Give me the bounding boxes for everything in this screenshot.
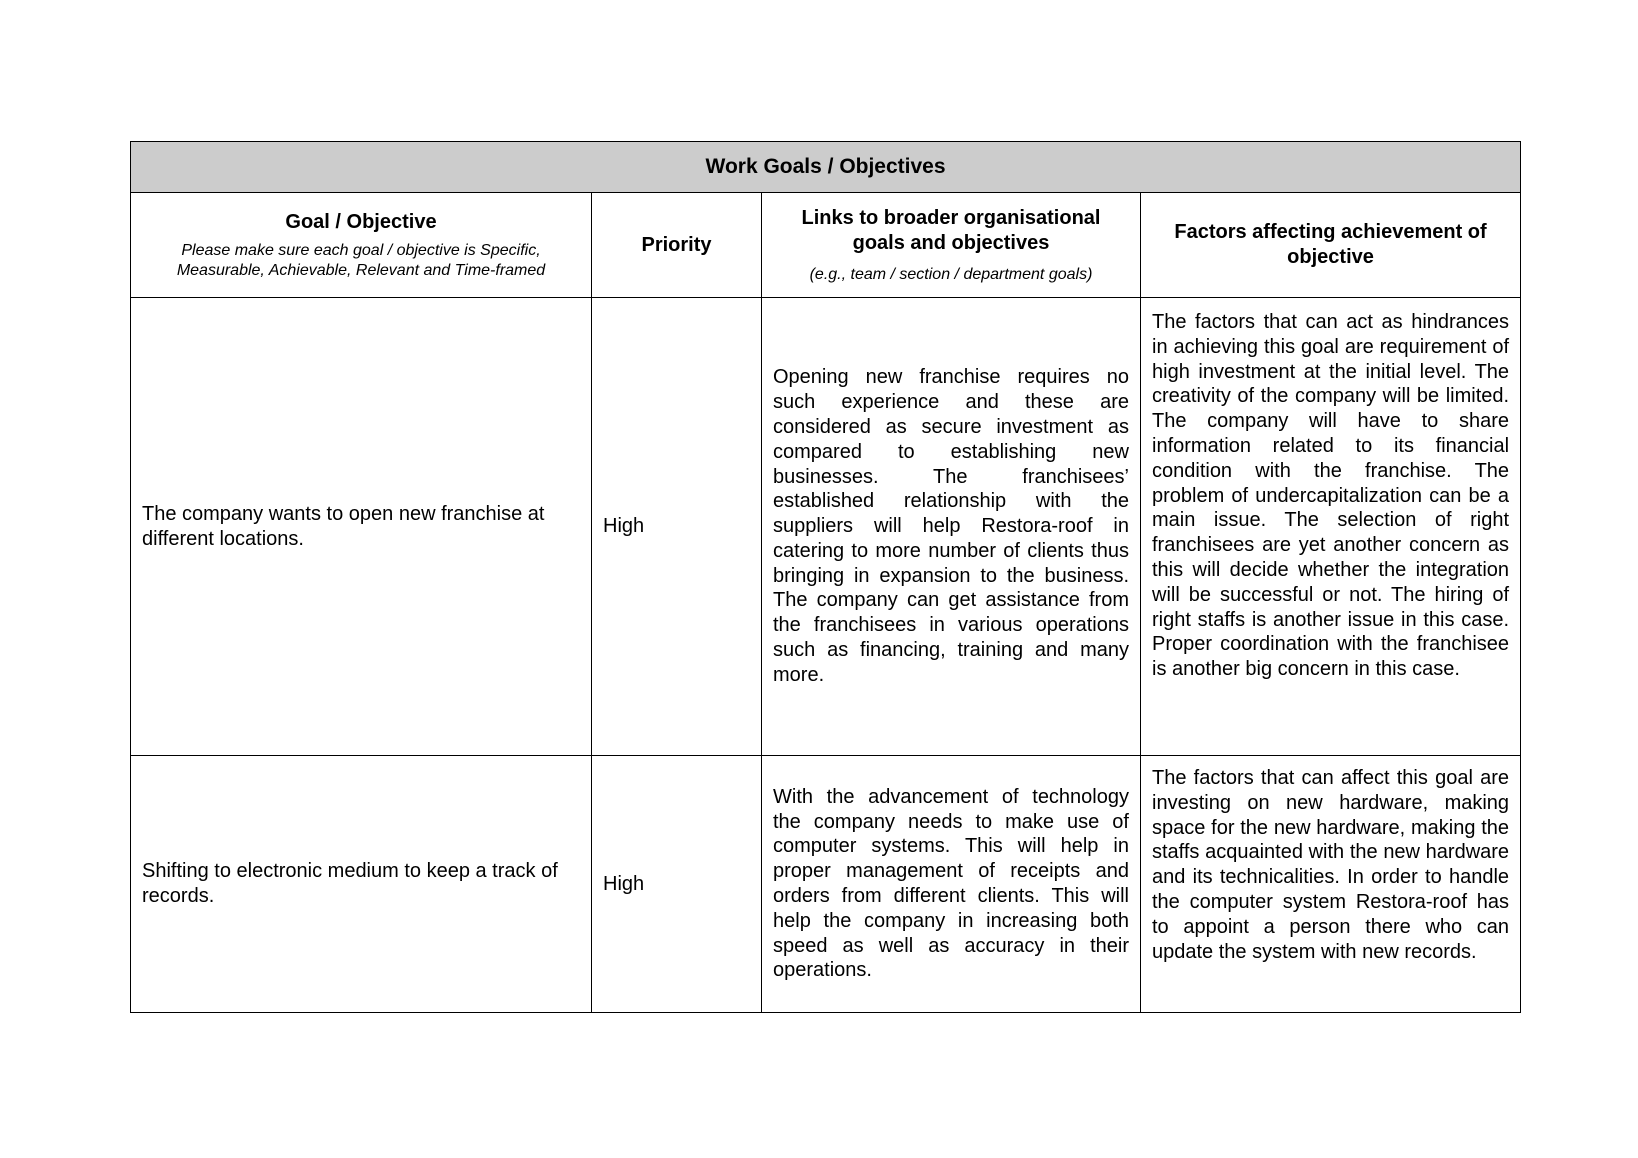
header-goal: [131, 193, 592, 298]
header-goal-label: Goal / Objective: [285, 210, 437, 233]
table-row: [131, 298, 1521, 756]
table-title: Work Goals / Objectives: [131, 142, 1521, 193]
header-links-note: (e.g., team / section / department goals): [809, 265, 1093, 283]
table-row: [131, 756, 1521, 1013]
cell-goal: Shifting to electronic medium to keep a track of records.: [131, 756, 592, 1013]
header-priority: Priority: [592, 193, 762, 298]
cell-factors: The factors that can affect this goal are investing on new hardware, making space for the new hardware, making the staffs acquainted with the new hardware and its technicalities. In order to handle the computer system Restora-roof has to appoint a person there who can update the system with new records.: [1141, 756, 1521, 1013]
cell-factors: The factors that can act as hindrances in achieving this goal are requirement of high investment at the initial level. The creativity of the company will be limited. The company will have to share information related to its financial condition with the franchise. The problem of undercapitalization can be a main issue. The selection of right franchisees are yet another concern as this will decide whether the integration will be successful or not. The hiring of right staffs is another issue in this case. Proper coordination with the franchisee is another big concern in this case.: [1141, 298, 1521, 756]
header-goal-note: Please make sure each goal / objective is Specific, Measurable, Achievable, Relevant and Time-framed: [176, 241, 546, 279]
cell-links: With the advancement of technology the company needs to make use of computer systems. This will help in proper management of receipts and orders from different clients. This will help the company in increasing both speed as well as accuracy in their operations.: [762, 756, 1141, 1013]
cell-priority: High: [592, 298, 762, 756]
table-header-row: [131, 193, 1521, 298]
work-goals-table: [130, 141, 1521, 1013]
header-factors: Factors affecting achievement of objective: [1141, 193, 1521, 298]
header-links: [762, 193, 1141, 298]
header-links-label: Links to broader organisational goals and objectives: [801, 206, 1101, 254]
cell-links: Opening new franchise requires no such experience and these are considered as secure investment as compared to establishing new businesses. The franchisees’ established relationship with the suppliers will help Restora-roof in catering to more number of clients thus bringing in expansion to the business. The company can get assistance from the franchisees in various operations such as financing, training and many more.: [762, 298, 1141, 756]
cell-priority: High: [592, 756, 762, 1013]
cell-goal: The company wants to open new franchise at different locations.: [131, 298, 592, 756]
table-title-row: [131, 142, 1521, 193]
